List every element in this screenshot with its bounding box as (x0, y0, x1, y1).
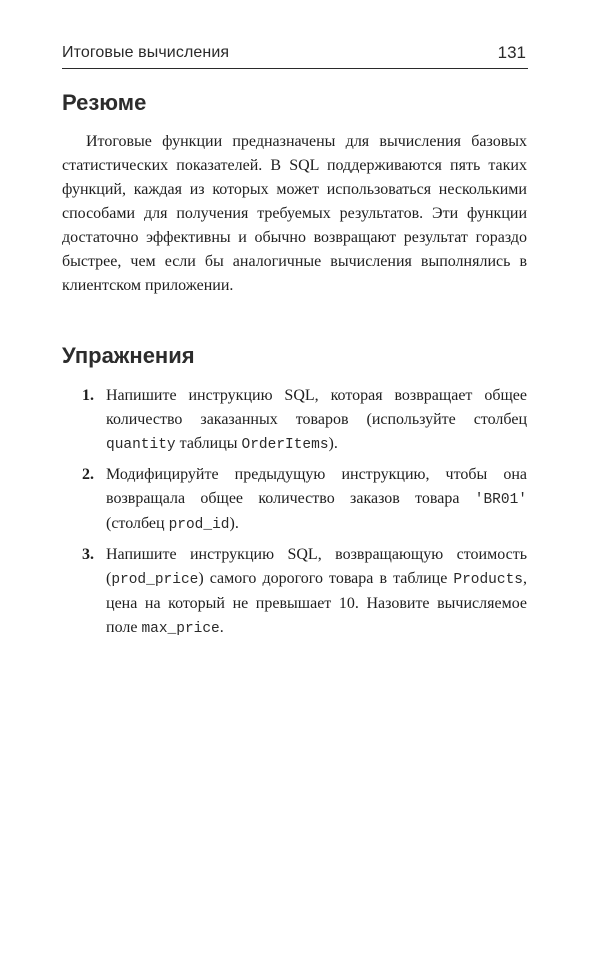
code-products: Products (453, 572, 523, 588)
exercise-list (62, 384, 527, 647)
exercise-text: Напишите инструкцию SQL, возвращающую стоимость ( (106, 546, 527, 587)
exercise-text: , цена на который не превышает 10. Назовите вычисляемое поле (106, 570, 527, 636)
exercises-heading: Упражнения (62, 343, 195, 368)
code-orderitems: OrderItems (241, 437, 329, 453)
exercise-number: 2. (82, 466, 94, 483)
page-number: 131 (497, 43, 526, 62)
exercise-text: таблицы (175, 435, 242, 452)
code-prod-id: prod_id (168, 517, 230, 533)
exercise-text: . (219, 619, 224, 636)
exercise-text: ) самого дорогого товара в таблице (198, 570, 454, 587)
exercise-text: Модифицируйте предыдущую инструкцию, чтобы она возвращала общее количество заказов товара (106, 466, 527, 507)
code-quantity: quantity (106, 437, 176, 453)
code-max-price: max_price (141, 621, 220, 637)
code-prod-price: prod_price (111, 572, 199, 588)
exercise-item-3 (62, 543, 527, 641)
summary-paragraph: Итоговые функции предназначены для вычисления базовых статистических показателей. В SQL поддерживаются пять таких функций, каждая из которых может использоваться несколькими способами для получения требуемых результатов. Эти функции достаточно эффективны и обычно возвращают результат гораздо быстрее, чем если бы аналогичные вычисления выполнялись в клиентском приложении. (62, 133, 527, 294)
header-title: Итоговые вычисления (62, 44, 230, 61)
exercise-number: 3. (82, 546, 94, 563)
exercise-text: Напишите инструкцию SQL, которая возвращает общее количество заказанных товаров (используйте столбец (106, 387, 527, 428)
exercise-text: ). (328, 435, 338, 452)
exercise-item-1 (62, 384, 527, 457)
code-br01: 'BR01' (474, 492, 527, 508)
exercise-number: 1. (82, 387, 94, 404)
exercise-text: ). (229, 515, 239, 532)
exercise-item-2 (62, 463, 527, 537)
running-header (62, 42, 528, 69)
summary-heading: Резюме (62, 90, 147, 115)
exercise-text: (столбец (106, 515, 169, 532)
